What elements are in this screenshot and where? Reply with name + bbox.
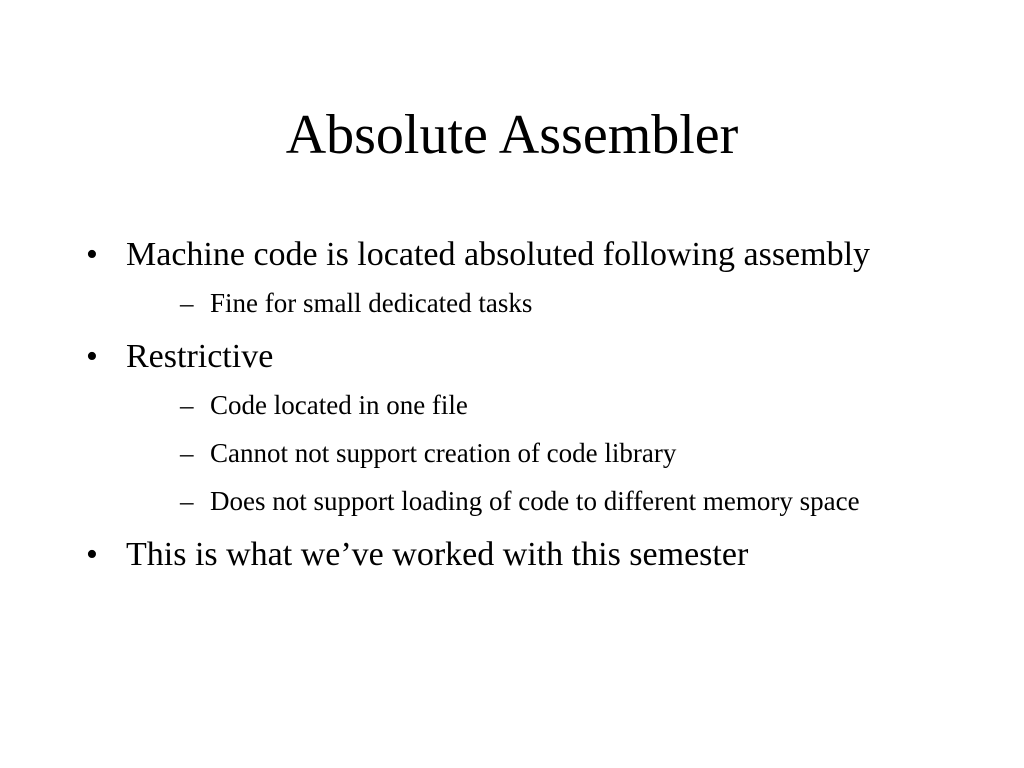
sub-bullet-text: Cannot not support creation of code library xyxy=(210,438,677,468)
bullet-text: Machine code is located absoluted following assembly xyxy=(126,236,871,273)
bullet-marker: • xyxy=(86,338,98,375)
bullet-marker: • xyxy=(86,536,98,573)
sub-bullet-text: Fine for small dedicated tasks xyxy=(210,288,533,318)
sub-bullet-marker: – xyxy=(180,486,194,516)
sub-bullet-marker: – xyxy=(180,438,194,468)
bullet-list xyxy=(86,232,946,584)
bullet-item xyxy=(86,232,946,322)
sub-bullet-item xyxy=(126,434,946,472)
sub-bullet-text: Does not support loading of code to different memory space xyxy=(210,486,860,516)
bullet-marker: • xyxy=(86,236,98,273)
slide-title: Absolute Assembler xyxy=(285,104,739,166)
bullet-text: This is what we’ve worked with this semester xyxy=(126,536,749,573)
sub-bullet-list xyxy=(126,284,946,322)
sub-bullet-marker: – xyxy=(180,288,194,318)
sub-bullet-item xyxy=(126,386,946,424)
bullet-text: Restrictive xyxy=(126,338,274,375)
sub-bullet-list xyxy=(126,386,946,520)
sub-bullet-item xyxy=(126,284,946,322)
sub-bullet-marker: – xyxy=(180,390,194,420)
bullet-item xyxy=(86,334,946,520)
sub-bullet-item xyxy=(126,482,946,520)
sub-bullet-text: Code located in one file xyxy=(210,390,468,420)
bullet-item xyxy=(86,532,946,578)
